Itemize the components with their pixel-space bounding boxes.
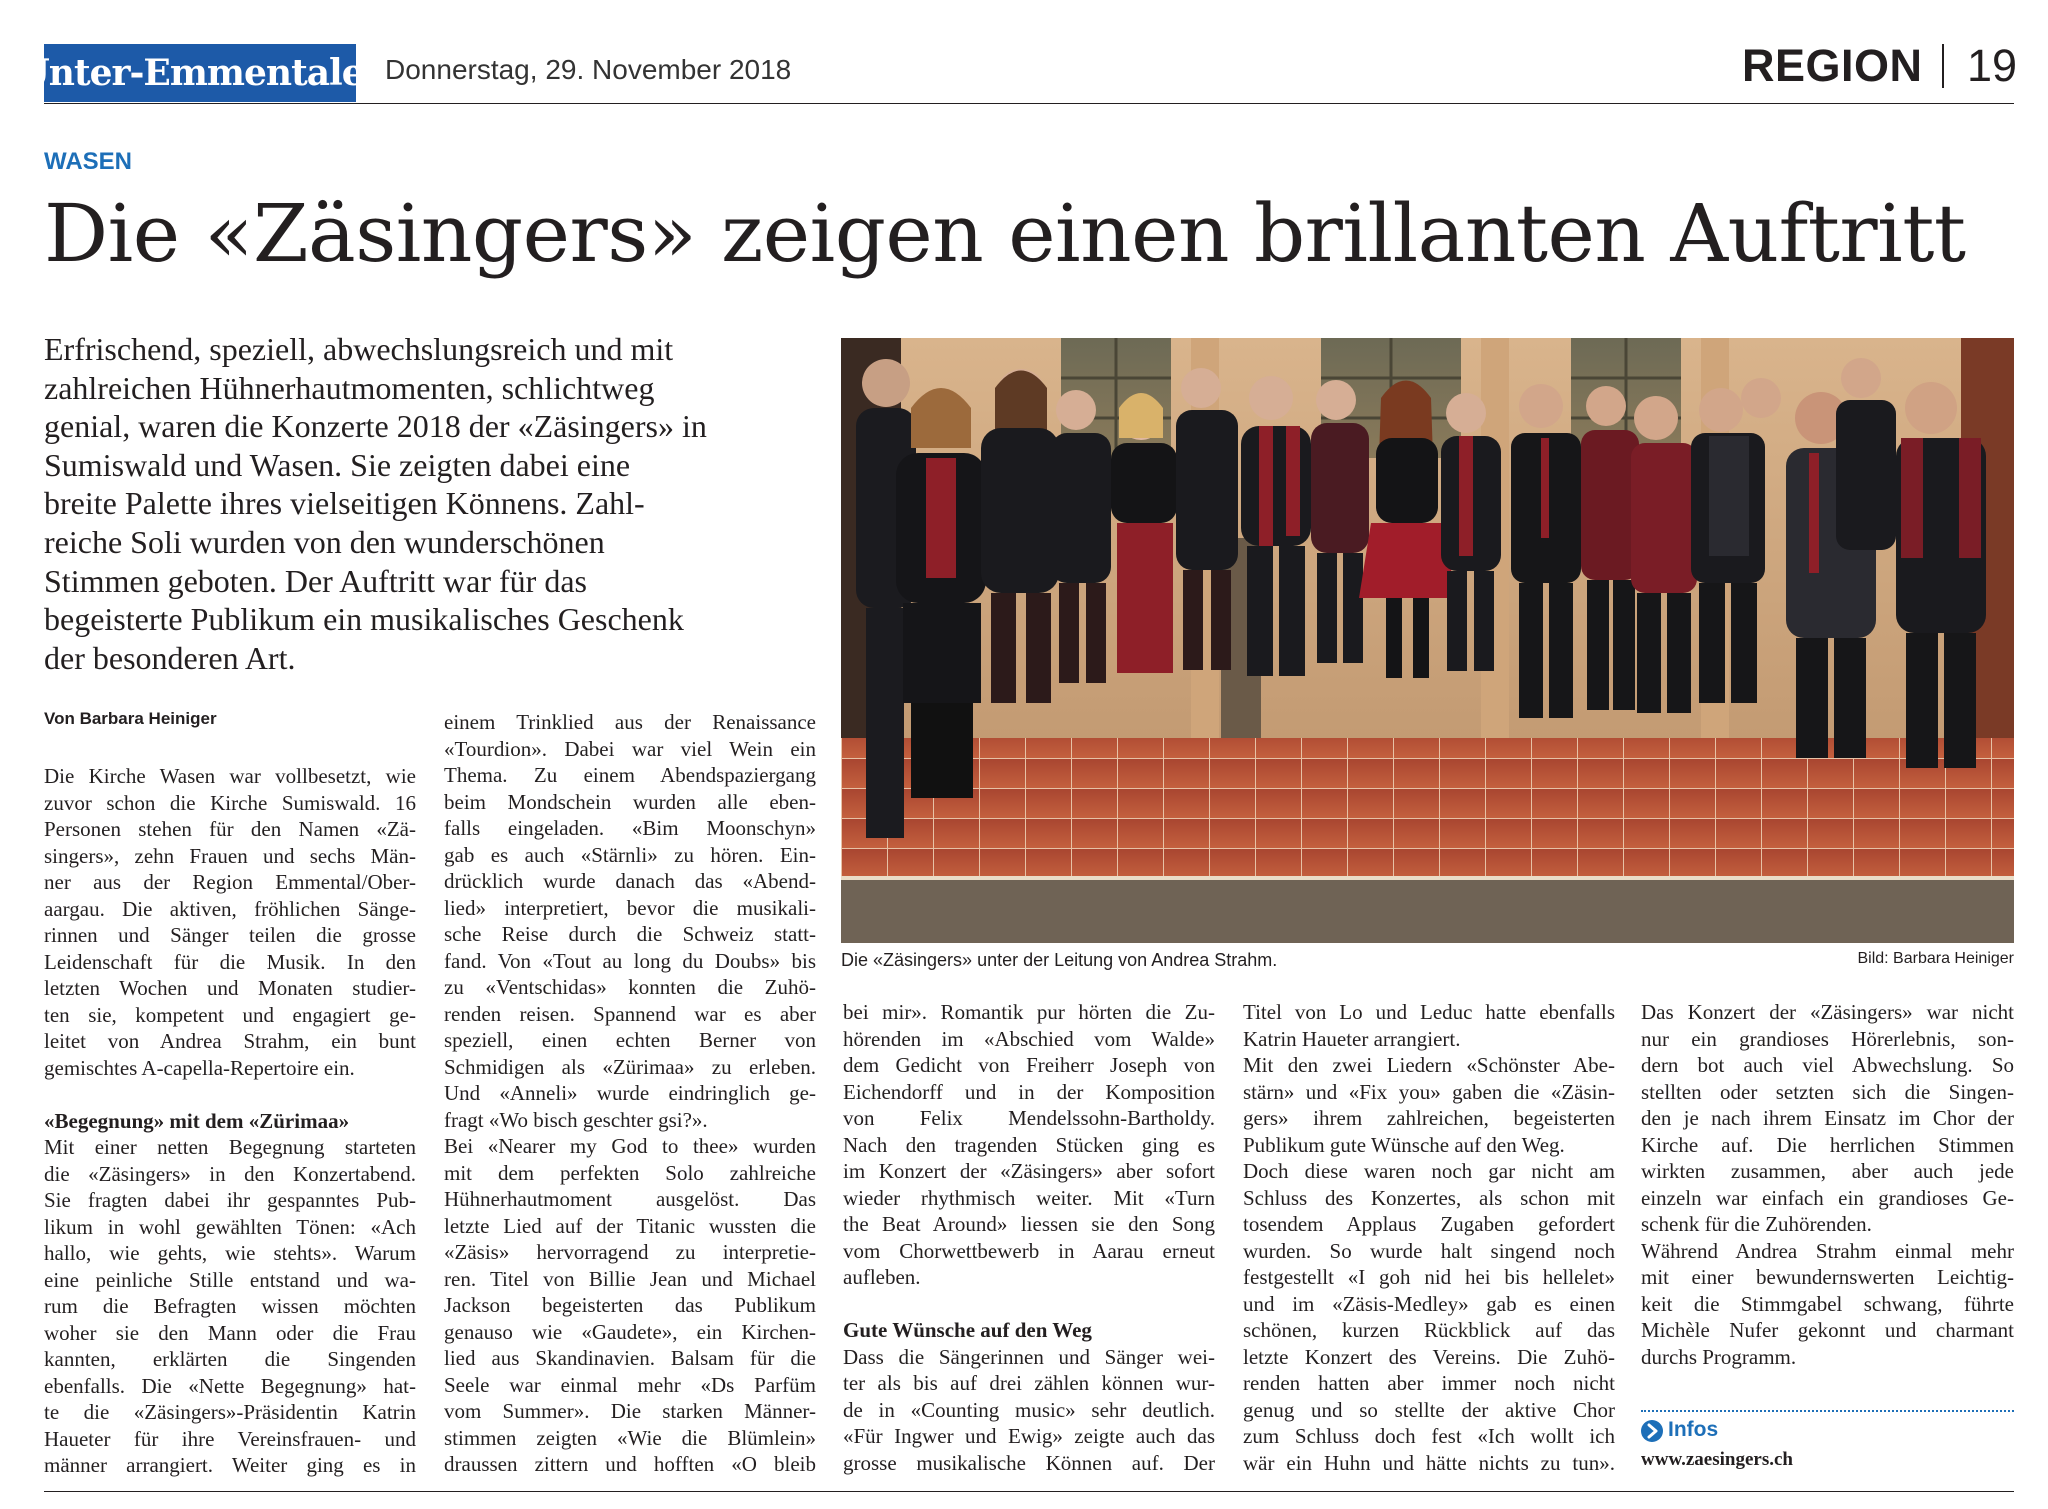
infos-label: Infos xyxy=(1668,1418,1719,1441)
body-line: letzten Wochen und Monaten studier- xyxy=(44,976,416,1000)
byline: Von Barbara Heiniger xyxy=(44,709,217,728)
body-line: tosendem Applaus Zugaben gefordert xyxy=(1243,1212,1615,1236)
body-line: Katrin Haueter arrangiert. xyxy=(1243,1026,1461,1051)
body-line: hörenden im «Abschied vom Walde» xyxy=(843,1026,1215,1051)
body-line: Dass die Sängerinnen und Sänger wei- xyxy=(843,1344,1215,1369)
body-line: Schluss des Konzertes, als schon mit xyxy=(1243,1185,1615,1210)
body-line: vom Chorwettbewerb in Aarau erneut xyxy=(843,1238,1215,1263)
chevron-right-circle-icon xyxy=(1641,1420,1663,1447)
lead-line: zahlreichen Hühnerhautmomenten, schlichtweg xyxy=(44,369,655,406)
body-line: wurden. So wurde halt singend noch xyxy=(1243,1238,1615,1263)
body-line: «Zäsis» hervorragend zu interpretie- xyxy=(444,1240,816,1264)
body-line: wär ein Huhn und hätte nichts zu tun». xyxy=(1243,1450,1615,1475)
body-line: nur ein grandioses Hörerlebnis, son- xyxy=(1641,1026,2014,1051)
body-line: keit die Stimmgabel schwang, führte xyxy=(1641,1291,2014,1316)
body-line: Seele war einmal mehr «Ds Parfüm xyxy=(444,1372,816,1397)
body-line: ten sie, kompetent und engagiert ge- xyxy=(44,1002,416,1027)
body-line: schenk für die Zuhörenden. xyxy=(1641,1212,1872,1236)
body-line: lied aus Skandinavien. Balsam für die xyxy=(444,1346,816,1370)
body-line: stärn» und «Fix you» gaben die «Zäsin- xyxy=(1243,1079,1615,1104)
article-column-1 xyxy=(44,763,416,1479)
body-line: schönen, kurzen Rückblick auf das xyxy=(1243,1318,1615,1342)
body-line: singers», zehn Frauen und sechs Män- xyxy=(44,843,416,868)
body-line: aargau. Die aktiven, fröhlichen Sänge- xyxy=(44,896,416,921)
body-line: de in «Counting music» sehr deutlich. xyxy=(843,1397,1215,1422)
body-line: Mit einer netten Begegnung starteten xyxy=(44,1135,416,1159)
body-line: Haueter für ihre Vereinsfrauen- und xyxy=(44,1426,416,1451)
choir-photo xyxy=(841,338,2014,943)
body-line: im Konzert der «Zäsingers» aber sofort xyxy=(843,1159,1215,1183)
body-line: die «Zäsingers» in den Konzertabend. xyxy=(44,1161,416,1186)
body-line: speziell, einen echten Berner von xyxy=(444,1028,816,1052)
body-line: Das Konzert der «Zäsingers» war nicht xyxy=(1641,1000,2014,1024)
body-line: mit dem perfekten Solo zahlreiche xyxy=(444,1160,816,1185)
body-line: rum die Befragten wissen möchten xyxy=(44,1294,416,1318)
body-line: dern bot auch viel Abwechslung. So xyxy=(1641,1053,2014,1077)
body-line: Mit den zwei Liedern «Schönster Abe- xyxy=(1243,1053,1615,1077)
body-line: Titel von Lo und Leduc hatte ebenfalls xyxy=(1243,1000,1615,1024)
body-line: grosse musikalische Können auf. Der xyxy=(843,1450,1215,1475)
body-line: the Beat Around» liessen sie den Song xyxy=(843,1212,1215,1236)
body-line: stimmen zeigten «Wie die Blümlein» xyxy=(444,1425,816,1450)
body-line: dem Gedicht von Freiherr Joseph von xyxy=(843,1053,1215,1077)
body-line: zum Schluss doch fest «Ich wollt ich xyxy=(1243,1424,1615,1448)
lead-line: Stimmen geboten. Der Auftritt war für das xyxy=(44,562,587,599)
body-line: Nach den tragenden Stücken ging es xyxy=(843,1132,1215,1157)
body-line: Eichendorff und in der Komposition xyxy=(843,1079,1215,1104)
body-line: Leidenschaft für die Musik. In den xyxy=(44,949,416,974)
body-line: wieder rhythmisch weiter. Mit «Turn xyxy=(843,1185,1215,1210)
article-column-2 xyxy=(444,709,816,1478)
body-line: eine peinliche Stille entstand und wa- xyxy=(44,1267,416,1292)
body-line: aufleben. xyxy=(843,1265,921,1289)
article-column-5 xyxy=(1641,999,2014,1370)
body-line: letzte Konzert des Vereins. Die Zuhö- xyxy=(1243,1344,1615,1369)
photo-credit: Bild: Barbara Heiniger xyxy=(1857,950,2014,967)
body-line: Personen stehen für den Namen «Zä- xyxy=(44,817,416,841)
body-line: Die Kirche Wasen war vollbesetzt, wie xyxy=(44,764,416,788)
subheading-begegnung: «Begegnung» mit dem «Zürimaa» xyxy=(44,1108,350,1133)
body-line: beim Mondschein wurden alle eben- xyxy=(444,789,816,814)
body-line: den je nach ihrem Einsatz im Chor der xyxy=(1641,1106,2014,1130)
article-column-4 xyxy=(1243,999,1615,1476)
page-number: 19 xyxy=(1967,40,2018,91)
body-line: vom Summer». Die starken Männer- xyxy=(444,1399,816,1423)
section-name: REGION xyxy=(1742,40,1923,91)
body-line: sche Reise durch die Schweiz statt- xyxy=(444,922,816,946)
body-line: gemischtes A-capella-Repertoire ein. xyxy=(44,1055,355,1080)
body-line: Michèle Nufer gekonnt und charmant xyxy=(1641,1318,2014,1342)
body-line: ren. Titel von Billie Jean und Michael xyxy=(444,1266,816,1291)
lead-line: Erfrischend, speziell, abwechslungsreich und mit xyxy=(44,331,674,367)
body-line: rinnen und Sänger teilen die grosse xyxy=(44,923,416,947)
section-divider xyxy=(1942,44,1944,88)
lead-line: Sumiswald und Wasen. Sie zeigten dabei eine xyxy=(44,446,631,483)
body-line: ebenfalls. Die «Nette Begegnung» hat- xyxy=(44,1373,416,1398)
body-line: zuvor schon die Kirche Sumiswald. 16 xyxy=(44,790,416,815)
body-line: lied» interpretiert, bevor die musikali- xyxy=(444,895,816,920)
body-line: draussen zittern und hofften «O bleib xyxy=(444,1452,816,1476)
body-line: falls eingeladen. «Bim Moonschyn» xyxy=(444,816,816,840)
photo-caption: Die «Zäsingers» unter der Leitung von Andrea Strahm. xyxy=(841,950,1278,970)
body-line: renden hatten aber immer noch nicht xyxy=(1243,1371,1615,1395)
masthead-rule xyxy=(44,103,2014,104)
body-line: Doch diese waren noch gar nicht am xyxy=(1243,1159,1615,1183)
body-line: ner aus der Region Emmental/Ober- xyxy=(44,870,416,894)
body-line: gab es auch «Stärnli» zu hören. Ein- xyxy=(444,842,816,867)
body-line: und im «Zäsis-Medley» gab es einen xyxy=(1243,1291,1615,1316)
body-line: Und «Anneli» wurde eindringlich ge- xyxy=(444,1081,816,1105)
body-line: bei mir». Romantik pur hörten die Zu- xyxy=(843,1000,1215,1024)
lead-line: der besonderen Art. xyxy=(44,639,296,676)
body-line: männer arrangiert. Weiter ging es in xyxy=(44,1453,416,1477)
lead-line: genial, waren die Konzerte 2018 der «Zäsingers» in xyxy=(44,408,707,445)
issue-date: Donnerstag, 29. November 2018 xyxy=(385,54,792,85)
body-line: woher sie den Mann oder die Frau xyxy=(44,1320,416,1345)
lead-line: reiche Soli wurden von den wunderschönen xyxy=(44,523,605,560)
body-line: Bei «Nearer my God to thee» wurden xyxy=(444,1134,816,1158)
body-line: zu «Ventschidas» konnten die Zuhö- xyxy=(444,975,816,999)
body-line: Kirche auf. Die herrlichen Stimmen xyxy=(1641,1132,2014,1157)
article-lead xyxy=(44,330,824,677)
lead-line: begeisterte Publikum ein musikalisches Geschenk xyxy=(44,601,684,638)
body-line: genug und so stellte der aktive Chor xyxy=(1243,1397,1615,1422)
body-line: stellten oder setzten sich die Singen- xyxy=(1641,1079,2014,1104)
body-line: mit einer bewundernswerten Leichtig- xyxy=(1641,1265,2014,1289)
body-line: ter als bis auf drei zählen können wur- xyxy=(843,1371,1215,1395)
body-line: likum in wohl gewählten Tönen: «Ach xyxy=(44,1214,416,1239)
subheading-gute-wuensche: Gute Wünsche auf den Weg xyxy=(843,1318,1092,1342)
body-line: renden reisen. Spannend war es aber xyxy=(444,1001,816,1026)
body-line: Sie fragten dabei ihr gespanntes Pub- xyxy=(44,1188,416,1212)
body-line: genauso wie «Gaudete», ein Kirchen- xyxy=(444,1319,816,1344)
body-line-blank xyxy=(843,1291,1215,1318)
body-line: wirkten zusammen, aber auch jede xyxy=(1641,1159,2014,1183)
choir-photo-illustration xyxy=(841,338,2014,943)
body-line: fand. Von «Tout au long du Doubs» bis xyxy=(444,948,816,973)
body-line: festgestellt «I goh nid hei bis hellelet» xyxy=(1243,1265,1615,1289)
body-line: drücklich wurde danach das «Abend- xyxy=(444,869,816,893)
infos-divider xyxy=(1641,1410,2014,1412)
body-line: «Für Ingwer und Ewig» zeigte auch das xyxy=(843,1424,1215,1448)
page-bottom-rule xyxy=(44,1491,2014,1492)
body-line: gers» ihrem zahlreichen, begeisterten xyxy=(1243,1106,1615,1130)
body-line: durchs Programm. xyxy=(1641,1344,1797,1369)
body-line: Thema. Zu einem Abendspaziergang xyxy=(444,763,816,787)
article-kicker: WASEN xyxy=(44,148,133,175)
body-line: Hühnerhautmoment ausgelöst. Das xyxy=(444,1187,816,1211)
body-line: leitet von Andrea Strahm, ein bunt xyxy=(44,1029,416,1053)
body-line: letzte Lied auf der Titanic wussten die xyxy=(444,1213,816,1238)
body-line: Schmidigen als «Zürimaa» zu erleben. xyxy=(444,1054,816,1079)
body-line-blank xyxy=(44,1081,416,1108)
article-column-3 xyxy=(843,999,1215,1476)
body-line: Während Andrea Strahm einmal mehr xyxy=(1641,1238,2014,1263)
body-line: «Tourdion». Dabei war viel Wein ein xyxy=(444,736,816,761)
body-line: einzeln war einfach ein grandioses Ge- xyxy=(1641,1185,2014,1210)
logo-text: Unter-Emmentaler xyxy=(18,52,382,94)
body-line: kannten, erklärten die Singenden xyxy=(44,1347,416,1371)
body-line: fragt «Wo bisch geschter gsi?». xyxy=(444,1107,708,1132)
lead-line: breite Palette ihres vielseitigen Könnens. Zahl- xyxy=(44,485,645,522)
body-line: hallo, wie gehts, wie stehts». Warum xyxy=(44,1241,416,1265)
body-line: einem Trinklied aus der Renaissance xyxy=(444,710,816,734)
body-line: Publikum gute Wünsche auf den Weg. xyxy=(1243,1132,1565,1157)
infos-link[interactable]: www.zaesingers.ch xyxy=(1641,1449,1793,1470)
body-line: Jackson begeisterten das Publikum xyxy=(444,1293,816,1317)
body-line: von Felix Mendelssohn-Bartholdy. xyxy=(843,1106,1215,1130)
newspaper-logo xyxy=(18,44,382,102)
article-headline: Die «Zäsingers» zeigen einen brillanten Auftritt xyxy=(44,187,1966,280)
body-line: te die «Zäsingers»-Präsidentin Katrin xyxy=(44,1400,416,1424)
